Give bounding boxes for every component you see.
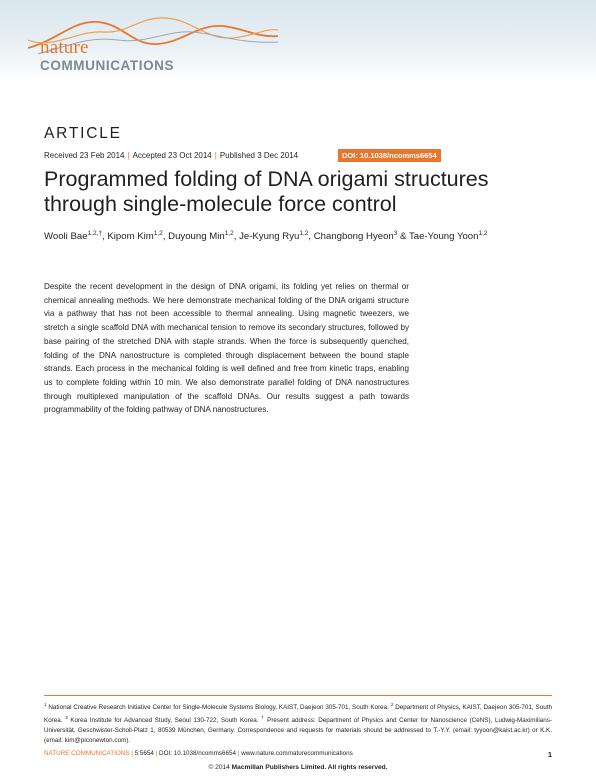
author-name: Wooli Bae bbox=[44, 231, 88, 243]
affiliation-footnotes bbox=[44, 700, 552, 746]
article-title: Programmed folding of DNA origami structures through single-molecule force control bbox=[44, 167, 489, 216]
journal-logo-nature[interactable]: nature bbox=[40, 37, 89, 58]
author-affiliation: 3 bbox=[393, 230, 398, 237]
abstract-text: Despite the recent development in the design of DNA origami, its folding yet relies on thermal or chemical annealing methods. We here demonstrate mechanical folding of the DNA origami structure via a pathway that has not been accessible to thermal annealing. Using magnetic tweezers, we stretch a single scaffold DNA with mechanical tension to remove its secondary structures, followed by base pairing of the stretched DNA with staple strands. When the force is subsequently quenched, folding of the DNA nanostructure is completed through displacement between the bound staple strands. Each process in the mechanical folding is well defined and free from kinetic traps, enabling us to complete folding within 10 min. We also demonstrate parallel folding of DNA nanostructures through multiplexed manipulation of the scaffold DNAs. Our results suggest a path towards programmability of the folding pathway of DNA nanostructures. bbox=[44, 282, 409, 415]
publication-dates bbox=[44, 151, 298, 160]
author-affiliation: 1,2 bbox=[153, 230, 163, 237]
author-name: Changbong Hyeon bbox=[313, 231, 394, 243]
footnote-text: Present address: Department of Physics and Center for Nanoscience (CeNS), Ludwig-Maximilians-Universität, Geschwister-Scholl-Platz 1, 80539 München, Germany. Correspondence and requests for materials should be addressed to T.-Y.Y. (email: tyyoon@kaist.ac.kr) or K.K. (email: kim@piconewton.com). bbox=[44, 717, 552, 745]
copyright-prefix: © 2014 bbox=[208, 764, 232, 771]
author-list bbox=[44, 230, 564, 242]
footnote-mark: 2 bbox=[390, 702, 394, 707]
published-date: Published 3 Dec 2014 bbox=[219, 151, 299, 160]
footnote-text: Korea Institute for Advanced Study, Seoul 130-722, South Korea. bbox=[67, 717, 262, 725]
author-name: Duyoung Min bbox=[168, 231, 225, 243]
footnote-text: Department of Physics, KAIST, Daejeon 305-701, South Korea. bbox=[44, 704, 553, 725]
footnote-mark: † bbox=[261, 715, 265, 721]
footnote-divider bbox=[44, 695, 552, 696]
author-name: Je-Kyung Ryu bbox=[239, 231, 300, 243]
footnote-text: National Creative Research Initiative Center for Single-Molecule Systems Biology, KAIST, Daejeon 305-701, South Korea. bbox=[46, 704, 391, 712]
author-separator: , bbox=[233, 231, 240, 243]
copyright-publisher: Macmillan Publishers Limited. All rights reserved. bbox=[231, 764, 388, 771]
footer-journal-name: NATURE COMMUNICATIONS bbox=[44, 750, 130, 757]
author-separator: & bbox=[397, 231, 409, 243]
date-separator: | bbox=[127, 151, 130, 160]
date-separator: | bbox=[214, 151, 217, 160]
received-date: Received 23 Feb 2014 bbox=[44, 151, 125, 160]
author-separator: , bbox=[102, 231, 108, 243]
author-separator: , bbox=[162, 231, 169, 243]
journal-logo-communications[interactable]: COMMUNICATIONS bbox=[40, 58, 175, 73]
page-footer: NATURE COMMUNICATIONS | 5:5654 | DOI: 10.1038/ncomms6654 | www.nature.com/naturecommunications bbox=[44, 750, 353, 757]
author-name: Tae-Young Yoon bbox=[408, 231, 479, 243]
footnote-mark: 3 bbox=[65, 715, 68, 721]
author-affiliation: 1,2,† bbox=[87, 230, 103, 237]
author-affiliation: 1,2 bbox=[224, 230, 234, 237]
author-affiliation: 1,2 bbox=[299, 230, 309, 237]
copyright-notice bbox=[0, 764, 596, 771]
footer-doi[interactable]: DOI: 10.1038/ncomms6654 bbox=[159, 750, 237, 757]
author-affiliation: 1,2 bbox=[478, 230, 488, 237]
footer-url[interactable]: www.nature.com/naturecommunications bbox=[241, 750, 353, 757]
accepted-date: Accepted 23 Oct 2014 bbox=[132, 151, 212, 160]
article-type-label: ARTICLE bbox=[44, 125, 122, 142]
doi-badge[interactable]: DOI: 10.1038/ncomms6654 bbox=[338, 149, 441, 162]
author-name: Kipom Kim bbox=[107, 231, 154, 243]
author-separator: , bbox=[308, 231, 314, 243]
page-number: 1 bbox=[547, 750, 552, 759]
footer-volume: 5:5654 bbox=[134, 750, 154, 757]
footnote-mark: 1 bbox=[44, 702, 47, 707]
